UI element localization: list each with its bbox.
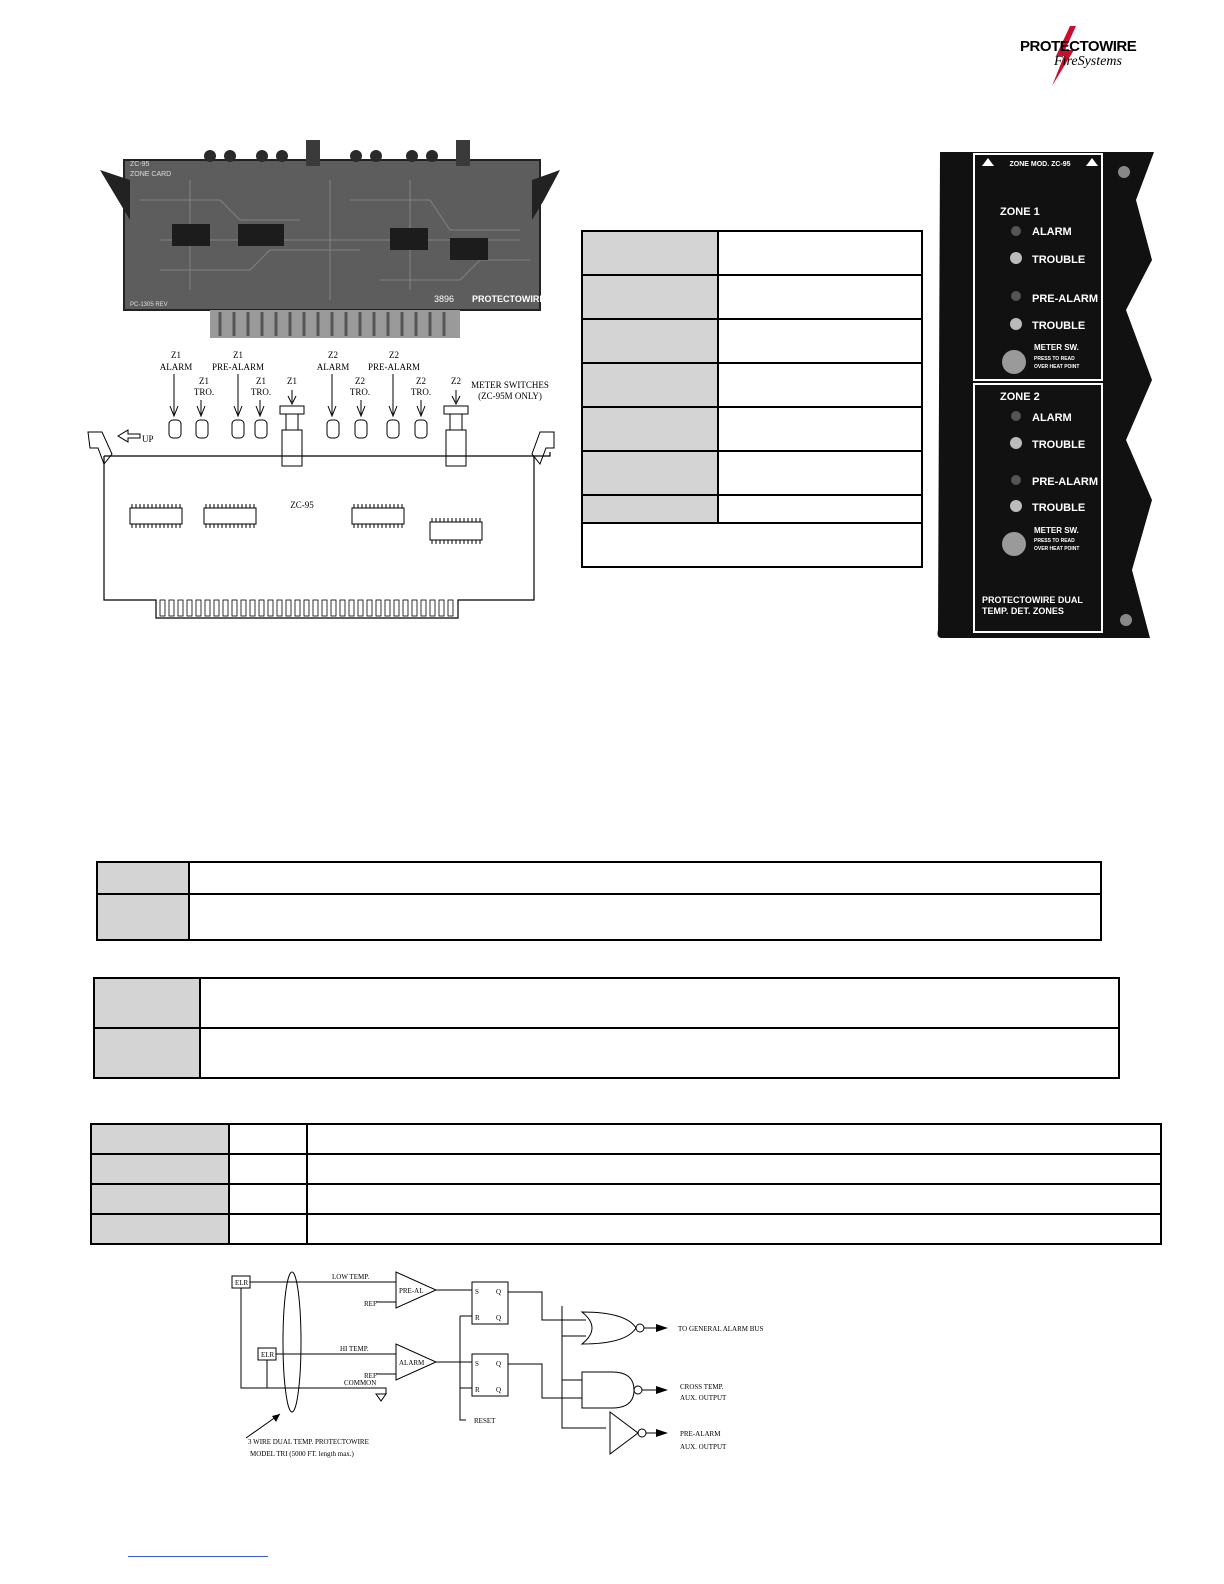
table4-label-cell [91, 1154, 229, 1184]
table4-value-cell [307, 1124, 1161, 1154]
meter-switch-1-button[interactable] [1002, 350, 1026, 374]
footer-link-underline[interactable] [128, 1556, 268, 1557]
logic-ref-2: REF [364, 1372, 377, 1380]
logic-q-1b: Q [496, 1314, 502, 1322]
label-z2-tro-a-sub: TRO. [349, 387, 371, 397]
spec-label-cell [582, 363, 718, 407]
label-z2-tro-b: Z2 [416, 376, 426, 386]
panel-z2-trouble: TROUBLE [1032, 439, 1086, 451]
card-layout-diagram [80, 348, 580, 630]
logic-cable-1: 3 WIRE DUAL TEMP. PROTECTOWIRE [248, 1438, 369, 1446]
logo-sub: FireSystems [1054, 54, 1122, 69]
panel-footer-1: PROTECTOWIRE DUAL [982, 595, 1083, 605]
spec-value-cell [718, 363, 922, 407]
panel-footer-2: TEMP. DET. ZONES [982, 606, 1064, 616]
logo-brand: PROTECTOWIRE [1020, 38, 1137, 55]
table4-mid-cell [229, 1124, 307, 1154]
logic-q-1: Q [496, 1288, 502, 1296]
panel-header: ZONE MOD. ZC-95 [1009, 161, 1071, 168]
label-z2-prealarm: Z2 [389, 350, 399, 360]
label-meter-switches: METER SWITCHES [471, 380, 549, 390]
label-up: UP [142, 434, 154, 444]
zone-card-photo [100, 140, 560, 340]
spec-table [581, 230, 923, 568]
table4-value-cell [307, 1214, 1161, 1244]
spec-label-cell [582, 451, 718, 495]
panel-z2-prealarm: PRE-ALARM [1032, 476, 1098, 488]
label-z1-tro-b-sub: TRO. [250, 387, 272, 397]
table2-value-cell [189, 862, 1101, 894]
logic-reset: RESET [474, 1417, 496, 1425]
table2-value-cell [189, 894, 1101, 940]
label-z1-tro-b: Z1 [256, 376, 266, 386]
logic-common: COMMON [344, 1379, 377, 1387]
logic-prealarm-out-1: PRE-ALARM [680, 1430, 721, 1438]
label-meter-only: (ZC-95M ONLY) [478, 391, 542, 401]
label-z2-tro-a: Z2 [355, 376, 365, 386]
photo-part-number: 3896 [434, 294, 455, 304]
spec-value-cell [718, 275, 922, 319]
table3-label-cell [94, 978, 200, 1028]
table4-mid-cell [229, 1154, 307, 1184]
protectowire-logo [1018, 26, 1158, 86]
spec-value-cell [718, 231, 922, 275]
panel-z2-alarm: ALARM [1032, 412, 1072, 424]
label-z2-alarm: Z2 [328, 350, 338, 360]
meter-switch-2-button[interactable] [1002, 532, 1026, 556]
table2-label-cell [97, 862, 189, 894]
table4-value-cell [307, 1154, 1161, 1184]
table-2 [96, 861, 1102, 941]
logic-pre-al: PRE-AL [399, 1287, 424, 1295]
table4-label-cell [91, 1124, 229, 1154]
logic-low-temp: LOW TEMP. [332, 1273, 370, 1281]
spec-value-cell [718, 319, 922, 363]
photo-card-label: ZONE CARD [130, 171, 172, 178]
spec-label-cell [582, 495, 718, 523]
photo-card-model: ZC-95 [130, 161, 150, 168]
table3-label-cell [94, 1028, 200, 1078]
logic-q-2: Q [496, 1360, 502, 1368]
table4-value-cell [307, 1184, 1161, 1214]
table3-value-cell [200, 978, 1119, 1028]
panel-z1-alarm: ALARM [1032, 226, 1072, 238]
panel-z2-meter-sub2: OVER HEAT POINT [1034, 546, 1080, 552]
spec-note-cell [582, 523, 922, 567]
spec-value-cell [718, 495, 922, 523]
label-z1-tro-a-sub: TRO. [193, 387, 215, 397]
logic-hi-temp: HI TEMP. [340, 1345, 369, 1353]
label-z1-prealarm: Z1 [233, 350, 243, 360]
panel-z1-meter-sub1: PRESS TO READ [1034, 356, 1075, 362]
spec-label-cell [582, 231, 718, 275]
spec-label-cell [582, 275, 718, 319]
logic-elr-1: ELR [235, 1279, 249, 1287]
table4-mid-cell [229, 1214, 307, 1244]
front-panel-photo [936, 150, 1158, 640]
logic-cross-temp-2: AUX. OUTPUT [680, 1394, 727, 1402]
spec-label-cell [582, 319, 718, 363]
label-z1-alarm-sub: ALARM [159, 362, 193, 372]
logic-general-alarm: TO GENERAL ALARM BUS [678, 1325, 764, 1333]
panel-z2-meter-sub1: PRESS TO READ [1034, 538, 1075, 544]
spec-value-cell [718, 451, 922, 495]
logic-elr-2: ELR [261, 1351, 275, 1359]
label-z1-prealarm-sub: PRE-ALARM [211, 362, 265, 372]
panel-z2-trouble2: TROUBLE [1032, 502, 1086, 514]
logic-ref-1: REF [364, 1300, 377, 1308]
label-z1-switch: Z1 [287, 376, 297, 386]
panel-zone1: ZONE 1 [1000, 206, 1040, 218]
panel-zone2: ZONE 2 [1000, 391, 1040, 403]
logic-r-2: R [475, 1386, 480, 1394]
table-4 [90, 1123, 1162, 1245]
label-z2-tro-b-sub: TRO. [410, 387, 432, 397]
panel-z1-meter-sub2: OVER HEAT POINT [1034, 364, 1080, 370]
logic-s-1: S [475, 1288, 479, 1296]
panel-z1-trouble: TROUBLE [1032, 254, 1086, 266]
photo-pcb-number: PC-1305 REV [130, 302, 168, 308]
panel-z2-meter: METER SW. [1034, 526, 1079, 535]
diagram-card-name: ZC-95 [290, 500, 314, 510]
panel-z1-prealarm: PRE-ALARM [1032, 293, 1098, 305]
table3-value-cell [200, 1028, 1119, 1078]
table4-label-cell [91, 1184, 229, 1214]
logic-cable-2: MODEL TRI (5000 FT. length max.) [250, 1450, 354, 1458]
photo-brand-mark: PROTECTOWIRE [472, 294, 546, 304]
table4-mid-cell [229, 1184, 307, 1214]
panel-z1-meter: METER SW. [1034, 343, 1079, 352]
logic-r-1: R [475, 1314, 480, 1322]
panel-z1-trouble2: TROUBLE [1032, 320, 1086, 332]
spec-value-cell [718, 407, 922, 451]
label-z2-switch: Z2 [451, 376, 461, 386]
table-3 [93, 977, 1120, 1079]
logic-s-2: S [475, 1360, 479, 1368]
label-z1-tro-a: Z1 [199, 376, 209, 386]
label-z1-alarm: Z1 [171, 350, 181, 360]
spec-label-cell [582, 407, 718, 451]
logic-cross-temp-1: CROSS TEMP. [680, 1383, 724, 1391]
table4-label-cell [91, 1214, 229, 1244]
label-z2-alarm-sub: ALARM [316, 362, 350, 372]
table2-label-cell [97, 894, 189, 940]
logic-q-2b: Q [496, 1386, 502, 1394]
logic-alarm: ALARM [399, 1359, 425, 1367]
logic-prealarm-out-2: AUX. OUTPUT [680, 1443, 727, 1451]
logic-diagram [226, 1268, 786, 1464]
label-z2-prealarm-sub: PRE-ALARM [367, 362, 421, 372]
